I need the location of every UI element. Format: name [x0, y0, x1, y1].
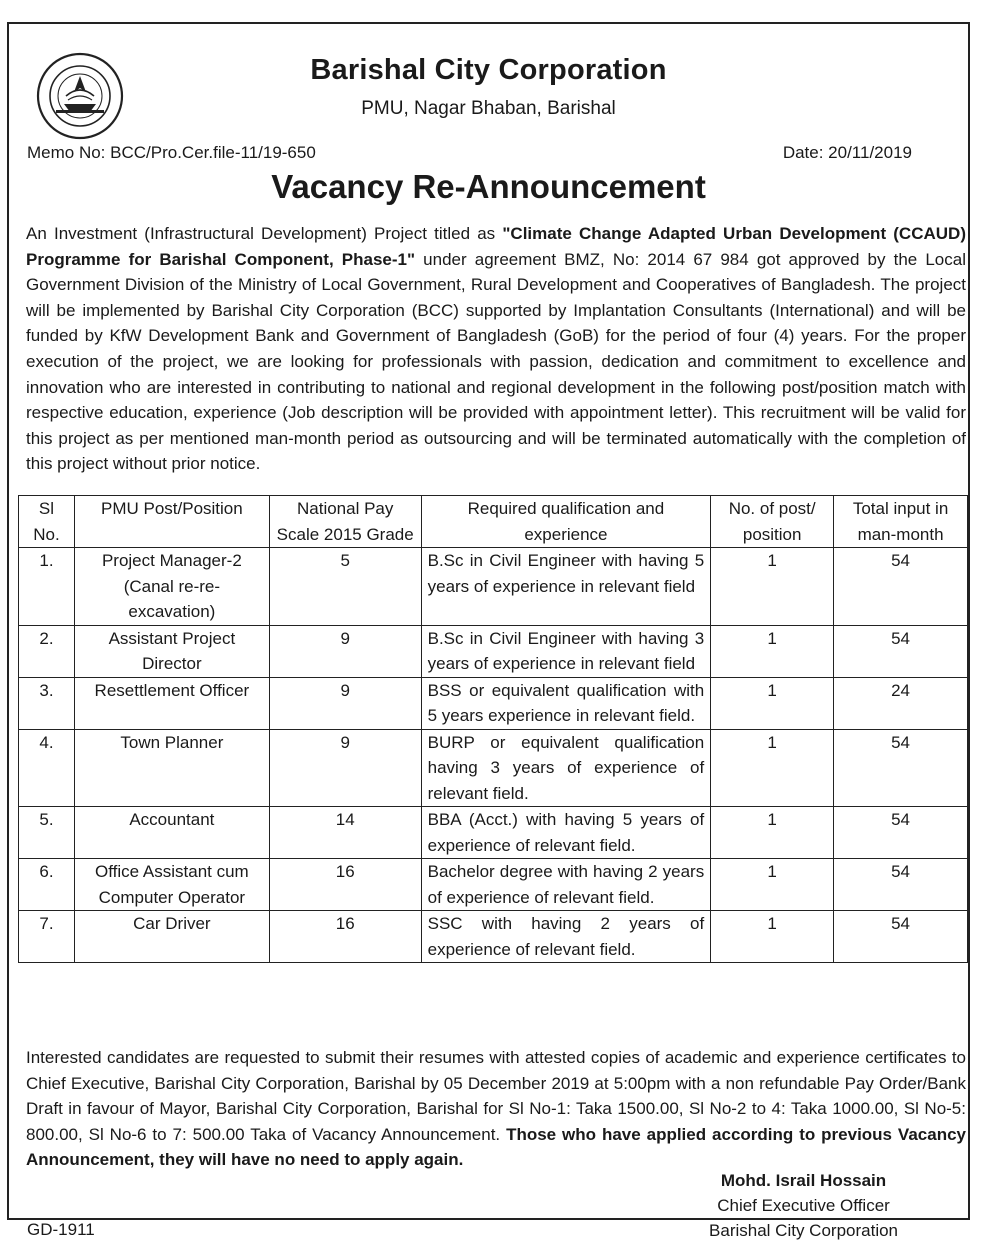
- row-sl: 6.: [19, 859, 75, 911]
- memo-date: Date: 20/11/2019: [782, 143, 912, 162]
- row-grade: 9: [269, 677, 421, 729]
- header-total-input: Total input in man-month: [834, 496, 968, 548]
- row-sl: 1.: [19, 548, 75, 626]
- row-total-input: 54: [834, 807, 968, 859]
- signatory-designation: Chief Executive Officer: [717, 1196, 890, 1215]
- row-post: Car Driver: [74, 911, 269, 963]
- row-total-input: 54: [834, 911, 968, 963]
- table-row: [19, 859, 968, 911]
- row-sl: 4.: [19, 729, 75, 807]
- row-post: Assistant Project Director: [74, 625, 269, 677]
- row-post: Accountant: [74, 807, 269, 859]
- row-sl: 3.: [19, 677, 75, 729]
- row-grade: 9: [269, 729, 421, 807]
- table-row: [19, 677, 968, 729]
- table-row: [19, 729, 968, 807]
- project-title: "Climate Change Adapted Urban Development (CCAUD) Programme for Barishal Component, Phase-1": [26, 224, 966, 269]
- gd-reference: GD-1911: [27, 1220, 95, 1239]
- intro-text-2: under agreement BMZ, No: 2014 67 984 got approved by the Local Government Division of the Ministry of Local Government, Rural Development and Cooperatives of Bangladesh. The project will be implemented by Barishal City Corporation (BCC) supported by Implantation Consultants (International) and will be funded by KfW Development Bank and Government of Bangladesh (GoB) for the period of four (4) years. For the proper execution of the project, we are looking for professionals with passion, dedication and commitment to excellence and innovation who are interested in contributing to national and regional development in the following post/position match with respective education, experience (Job description will be provided with appointment letter). This recruitment will be valid for this project as per mentioned man-month period as outsourcing and will be terminated automatically with the completion of this project without prior notice.: [26, 249, 966, 474]
- organization-name: Barishal City Corporation: [310, 54, 667, 86]
- table-row: [19, 807, 968, 859]
- header-pay-scale: National Pay Scale 2015 Grade: [269, 496, 421, 548]
- row-qualification: B.Sc in Civil Engineer with having 5 years of experience in relevant field: [421, 548, 711, 626]
- table-header-row: [19, 496, 968, 548]
- row-total-input: 54: [834, 859, 968, 911]
- instructions-text: Interested candidates are requested to submit their resumes with attested copies of academic and experience certificates to Chief Executive, Barishal City Corporation, Barishal by 05 December 2019 at 5:00pm with a non refundable Pay Order/Bank Draft in favour of Mayor, Barishal City Corporation, Barishal for Sl No-1: Taka 1500.00, Sl No-2 to 4: Taka 1000.00, Sl No-5: 800.00, Sl No-6 to 7: 500.00 Taka of Vacancy Announcement.: [26, 1048, 966, 1144]
- intro-text-1: An Investment (Infrastructural Development) Project titled as: [26, 224, 503, 243]
- row-post: Resettlement Officer: [74, 677, 269, 729]
- row-qualification: SSC with having 2 years of experience of relevant field.: [421, 911, 711, 963]
- row-grade: 14: [269, 807, 421, 859]
- row-post-count: 1: [711, 677, 834, 729]
- notice-title: Vacancy Re-Announcement: [271, 168, 706, 205]
- row-post-count: 1: [711, 911, 834, 963]
- row-grade: 9: [269, 625, 421, 677]
- row-total-input: 54: [834, 625, 968, 677]
- row-post-count: 1: [711, 859, 834, 911]
- row-post: Project Manager-2 (Canal re-re-excavation): [74, 548, 269, 626]
- signature-block: [709, 1168, 898, 1243]
- memo-number: Memo No: BCC/Pro.Cer.file-11/19-650: [27, 143, 316, 162]
- row-post-count: 1: [711, 625, 834, 677]
- row-post-count: 1: [711, 548, 834, 626]
- row-qualification: Bachelor degree with having 2 years of experience of relevant field.: [421, 859, 711, 911]
- row-post-count: 1: [711, 729, 834, 807]
- header-post-count: No. of post/ position: [711, 496, 834, 548]
- previous-applicants-note: Those who have applied according to previous Vacancy Announcement, they will have no need to apply again.: [26, 1124, 966, 1170]
- row-sl: 5.: [19, 807, 75, 859]
- vacancy-table: [18, 495, 968, 963]
- table-row: [19, 548, 968, 626]
- row-sl: 7.: [19, 911, 75, 963]
- row-total-input: 54: [834, 548, 968, 626]
- application-instructions: [26, 1045, 966, 1173]
- row-grade: 16: [269, 859, 421, 911]
- row-sl: 2.: [19, 625, 75, 677]
- row-post: Office Assistant cum Computer Operator: [74, 859, 269, 911]
- row-qualification: B.Sc in Civil Engineer with having 3 years of experience in relevant field: [421, 625, 711, 677]
- organization-address: PMU, Nagar Bhaban, Barishal: [361, 98, 616, 119]
- header-sl: Sl No.: [19, 496, 75, 548]
- row-qualification: BSS or equivalent qualification with 5 years experience in relevant field.: [421, 677, 711, 729]
- document-page: [7, 22, 970, 1240]
- row-grade: 5: [269, 548, 421, 626]
- table-row: [19, 625, 968, 677]
- row-qualification: BBA (Acct.) with having 5 years of experience of relevant field.: [421, 807, 711, 859]
- header-qualification: Required qualification and experience: [421, 496, 711, 548]
- signatory-name: Mohd. Israil Hossain: [720, 1171, 887, 1190]
- row-total-input: 54: [834, 729, 968, 807]
- signatory-organization: Barishal City Corporation: [709, 1221, 898, 1240]
- row-grade: 16: [269, 911, 421, 963]
- row-post-count: 1: [711, 807, 834, 859]
- row-post: Town Planner: [74, 729, 269, 807]
- table-row: [19, 911, 968, 963]
- intro-paragraph: [26, 221, 966, 477]
- header-post: PMU Post/Position: [74, 496, 269, 548]
- row-total-input: 24: [834, 677, 968, 729]
- row-qualification: BURP or equivalent qualification having 3 years of experience of relevant field.: [421, 729, 711, 807]
